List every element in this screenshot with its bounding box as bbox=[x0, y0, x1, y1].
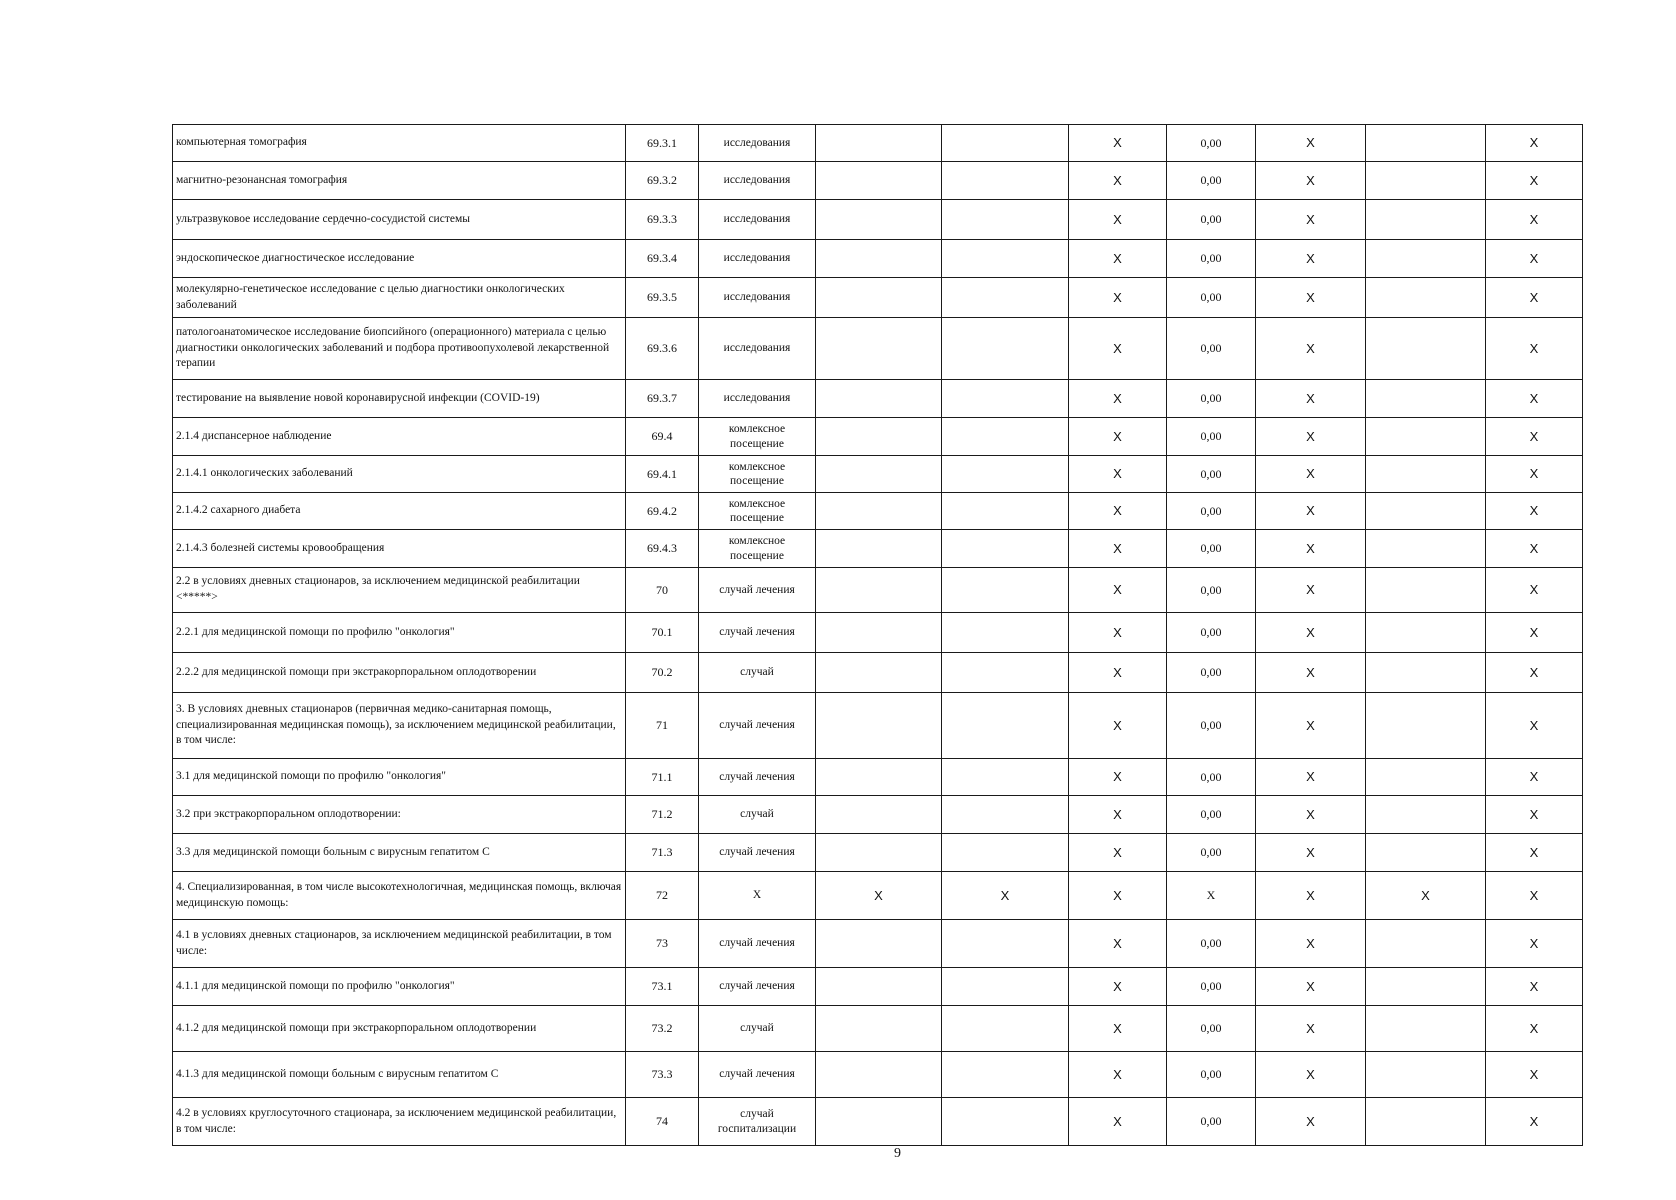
row-col6-cell: X bbox=[1069, 872, 1167, 920]
row-col5-cell bbox=[942, 613, 1069, 653]
row-col7-cell: 0,00 bbox=[1167, 418, 1256, 456]
row-col5-cell bbox=[942, 1098, 1069, 1146]
table-row bbox=[173, 759, 1583, 796]
row-col4-cell bbox=[816, 653, 942, 693]
row-col5-cell bbox=[942, 796, 1069, 834]
row-unit-cell: исследования bbox=[699, 240, 816, 278]
row-col6-cell: X bbox=[1069, 125, 1167, 162]
row-col6-cell: X bbox=[1069, 568, 1167, 613]
row-col4-cell bbox=[816, 493, 942, 530]
row-code-cell: 70.1 bbox=[626, 613, 699, 653]
row-col6-cell: X bbox=[1069, 1006, 1167, 1052]
row-code-cell: 69.3.3 bbox=[626, 200, 699, 240]
row-col9-cell bbox=[1366, 162, 1486, 200]
row-col9-cell bbox=[1366, 568, 1486, 613]
row-col10-cell: X bbox=[1486, 278, 1583, 318]
row-col7-cell: 0,00 bbox=[1167, 834, 1256, 872]
row-col8-cell: X bbox=[1256, 530, 1366, 568]
row-code-cell: 71 bbox=[626, 693, 699, 759]
table-body bbox=[173, 125, 1583, 1146]
row-name-cell: 4.1.1 для медицинской помощи по профилю "онкология" bbox=[173, 968, 626, 1006]
row-col9-cell bbox=[1366, 1098, 1486, 1146]
row-col9-cell bbox=[1366, 1006, 1486, 1052]
table-row bbox=[173, 456, 1583, 493]
row-col4-cell bbox=[816, 240, 942, 278]
row-code-cell: 69.3.7 bbox=[626, 380, 699, 418]
row-col10-cell: X bbox=[1486, 920, 1583, 968]
row-unit-cell: комлексное посещение bbox=[699, 418, 816, 456]
row-unit-cell: исследования bbox=[699, 380, 816, 418]
row-col5-cell bbox=[942, 200, 1069, 240]
table-row bbox=[173, 920, 1583, 968]
row-col7-cell: 0,00 bbox=[1167, 796, 1256, 834]
row-col6-cell: X bbox=[1069, 1052, 1167, 1098]
row-col5-cell: X bbox=[942, 872, 1069, 920]
row-col7-cell: 0,00 bbox=[1167, 568, 1256, 613]
row-col7-cell: 0,00 bbox=[1167, 318, 1256, 380]
row-col10-cell: X bbox=[1486, 653, 1583, 693]
row-code-cell: 69.3.1 bbox=[626, 125, 699, 162]
row-col4-cell bbox=[816, 796, 942, 834]
row-col6-cell: X bbox=[1069, 968, 1167, 1006]
row-col6-cell: X bbox=[1069, 759, 1167, 796]
table-row bbox=[173, 493, 1583, 530]
row-col4-cell bbox=[816, 318, 942, 380]
row-col7-cell: 0,00 bbox=[1167, 162, 1256, 200]
row-code-cell: 69.3.4 bbox=[626, 240, 699, 278]
row-col5-cell bbox=[942, 1006, 1069, 1052]
row-col9-cell bbox=[1366, 240, 1486, 278]
row-name-cell: 3.3 для медицинской помощи больным с вирусным гепатитом С bbox=[173, 834, 626, 872]
row-name-cell: 2.2.2 для медицинской помощи при экстракорпоральном оплодотворении bbox=[173, 653, 626, 693]
row-col8-cell: X bbox=[1256, 278, 1366, 318]
row-col8-cell: X bbox=[1256, 125, 1366, 162]
row-col10-cell: X bbox=[1486, 759, 1583, 796]
row-unit-cell: случай bbox=[699, 653, 816, 693]
row-col9-cell bbox=[1366, 530, 1486, 568]
row-unit-cell: случай лечения bbox=[699, 759, 816, 796]
row-unit-cell: случай bbox=[699, 796, 816, 834]
row-name-cell: 4.1.3 для медицинской помощи больным с вирусным гепатитом С bbox=[173, 1052, 626, 1098]
row-col5-cell bbox=[942, 162, 1069, 200]
row-col7-cell: 0,00 bbox=[1167, 920, 1256, 968]
row-col7-cell: X bbox=[1167, 872, 1256, 920]
row-col9-cell bbox=[1366, 380, 1486, 418]
row-col10-cell: X bbox=[1486, 968, 1583, 1006]
row-col9-cell bbox=[1366, 418, 1486, 456]
row-col5-cell bbox=[942, 759, 1069, 796]
row-code-cell: 69.3.6 bbox=[626, 318, 699, 380]
row-name-cell: 4. Специализированная, в том числе высокотехнологичная, медицинская помощь, включая медицинскую помощь: bbox=[173, 872, 626, 920]
row-col9-cell bbox=[1366, 796, 1486, 834]
row-col8-cell: X bbox=[1256, 200, 1366, 240]
row-col4-cell bbox=[816, 693, 942, 759]
row-col10-cell: X bbox=[1486, 1098, 1583, 1146]
row-col10-cell: X bbox=[1486, 872, 1583, 920]
row-unit-cell: исследования bbox=[699, 278, 816, 318]
row-name-cell: 2.2 в условиях дневных стационаров, за исключением медицинской реабилитации <*****> bbox=[173, 568, 626, 613]
row-col8-cell: X bbox=[1256, 920, 1366, 968]
table-row bbox=[173, 240, 1583, 278]
row-col7-cell: 0,00 bbox=[1167, 1098, 1256, 1146]
row-name-cell: патологоанатомическое исследование биопсийного (операционного) материала с целью диагностики онкологических заболеваний и подбора противоопухолевой лекарственной терапии bbox=[173, 318, 626, 380]
row-col10-cell: X bbox=[1486, 1006, 1583, 1052]
row-col4-cell bbox=[816, 968, 942, 1006]
row-col5-cell bbox=[942, 693, 1069, 759]
row-col10-cell: X bbox=[1486, 456, 1583, 493]
row-unit-cell: случай лечения bbox=[699, 1052, 816, 1098]
row-col6-cell: X bbox=[1069, 418, 1167, 456]
row-col7-cell: 0,00 bbox=[1167, 653, 1256, 693]
row-col8-cell: X bbox=[1256, 968, 1366, 1006]
row-code-cell: 74 bbox=[626, 1098, 699, 1146]
row-col7-cell: 0,00 bbox=[1167, 278, 1256, 318]
row-code-cell: 73.3 bbox=[626, 1052, 699, 1098]
row-col9-cell: X bbox=[1366, 872, 1486, 920]
table-row bbox=[173, 568, 1583, 613]
row-col10-cell: X bbox=[1486, 380, 1583, 418]
row-unit-cell: случай лечения bbox=[699, 693, 816, 759]
row-col7-cell: 0,00 bbox=[1167, 380, 1256, 418]
row-col5-cell bbox=[942, 1052, 1069, 1098]
row-col8-cell: X bbox=[1256, 613, 1366, 653]
row-name-cell: 4.1.2 для медицинской помощи при экстракорпоральном оплодотворении bbox=[173, 1006, 626, 1052]
row-col9-cell bbox=[1366, 613, 1486, 653]
row-code-cell: 71.3 bbox=[626, 834, 699, 872]
row-col10-cell: X bbox=[1486, 530, 1583, 568]
row-col7-cell: 0,00 bbox=[1167, 530, 1256, 568]
row-unit-cell: случай bbox=[699, 1006, 816, 1052]
row-col10-cell: X bbox=[1486, 418, 1583, 456]
row-col5-cell bbox=[942, 530, 1069, 568]
table-row bbox=[173, 278, 1583, 318]
row-col10-cell: X bbox=[1486, 1052, 1583, 1098]
row-col10-cell: X bbox=[1486, 493, 1583, 530]
row-name-cell: 3.2 при экстракорпоральном оплодотворении: bbox=[173, 796, 626, 834]
table-row bbox=[173, 653, 1583, 693]
row-name-cell: 2.1.4.3 болезней системы кровообращения bbox=[173, 530, 626, 568]
row-col6-cell: X bbox=[1069, 920, 1167, 968]
row-col7-cell: 0,00 bbox=[1167, 456, 1256, 493]
table-row bbox=[173, 200, 1583, 240]
row-col8-cell: X bbox=[1256, 1098, 1366, 1146]
row-col10-cell: X bbox=[1486, 318, 1583, 380]
row-col5-cell bbox=[942, 653, 1069, 693]
row-col8-cell: X bbox=[1256, 418, 1366, 456]
row-col10-cell: X bbox=[1486, 834, 1583, 872]
page-number: 9 bbox=[894, 1146, 901, 1161]
row-name-cell: компьютерная томография bbox=[173, 125, 626, 162]
table-row bbox=[173, 613, 1583, 653]
row-code-cell: 69.4.3 bbox=[626, 530, 699, 568]
row-col5-cell bbox=[942, 418, 1069, 456]
row-col6-cell: X bbox=[1069, 278, 1167, 318]
row-code-cell: 73 bbox=[626, 920, 699, 968]
row-col4-cell bbox=[816, 920, 942, 968]
row-col9-cell bbox=[1366, 125, 1486, 162]
row-unit-cell: случай госпитализации bbox=[699, 1098, 816, 1146]
row-col10-cell: X bbox=[1486, 200, 1583, 240]
row-name-cell: молекулярно-генетическое исследование с целью диагностики онкологических заболеваний bbox=[173, 278, 626, 318]
row-code-cell: 69.4.1 bbox=[626, 456, 699, 493]
row-col5-cell bbox=[942, 968, 1069, 1006]
row-col10-cell: X bbox=[1486, 613, 1583, 653]
row-col5-cell bbox=[942, 380, 1069, 418]
row-col4-cell bbox=[816, 418, 942, 456]
row-col8-cell: X bbox=[1256, 693, 1366, 759]
row-unit-cell: случай лечения bbox=[699, 834, 816, 872]
row-col7-cell: 0,00 bbox=[1167, 240, 1256, 278]
row-col6-cell: X bbox=[1069, 796, 1167, 834]
row-col9-cell bbox=[1366, 920, 1486, 968]
row-col9-cell bbox=[1366, 200, 1486, 240]
table-row bbox=[173, 530, 1583, 568]
row-unit-cell: комлексное посещение bbox=[699, 456, 816, 493]
cost-table bbox=[172, 124, 1583, 1146]
row-col5-cell bbox=[942, 125, 1069, 162]
row-unit-cell: исследования bbox=[699, 318, 816, 380]
row-col5-cell bbox=[942, 834, 1069, 872]
row-name-cell: 2.1.4.1 онкологических заболеваний bbox=[173, 456, 626, 493]
row-col8-cell: X bbox=[1256, 1006, 1366, 1052]
row-col9-cell bbox=[1366, 693, 1486, 759]
row-col10-cell: X bbox=[1486, 568, 1583, 613]
row-unit-cell: исследования bbox=[699, 200, 816, 240]
row-col4-cell bbox=[816, 1098, 942, 1146]
table-row bbox=[173, 968, 1583, 1006]
row-code-cell: 70 bbox=[626, 568, 699, 613]
table-row bbox=[173, 834, 1583, 872]
row-code-cell: 73.1 bbox=[626, 968, 699, 1006]
row-col10-cell: X bbox=[1486, 693, 1583, 759]
row-col9-cell bbox=[1366, 834, 1486, 872]
row-col4-cell bbox=[816, 530, 942, 568]
row-col8-cell: X bbox=[1256, 493, 1366, 530]
row-col7-cell: 0,00 bbox=[1167, 1052, 1256, 1098]
row-col9-cell bbox=[1366, 968, 1486, 1006]
row-col8-cell: X bbox=[1256, 240, 1366, 278]
table-row bbox=[173, 418, 1583, 456]
row-name-cell: 2.1.4 диспансерное наблюдение bbox=[173, 418, 626, 456]
row-col4-cell bbox=[816, 759, 942, 796]
row-unit-cell: X bbox=[699, 872, 816, 920]
row-code-cell: 69.3.2 bbox=[626, 162, 699, 200]
row-name-cell: 2.2.1 для медицинской помощи по профилю "онкология" bbox=[173, 613, 626, 653]
row-col4-cell bbox=[816, 568, 942, 613]
row-col4-cell bbox=[816, 162, 942, 200]
row-name-cell: магнитно-резонансная томография bbox=[173, 162, 626, 200]
row-code-cell: 71.2 bbox=[626, 796, 699, 834]
row-unit-cell: случай лечения bbox=[699, 613, 816, 653]
row-col8-cell: X bbox=[1256, 834, 1366, 872]
row-col9-cell bbox=[1366, 1052, 1486, 1098]
row-name-cell: 3. В условиях дневных стационаров (первичная медико-санитарная помощь, специализированная медицинская помощь), за исключением медицинской реабилитации, в том числе: bbox=[173, 693, 626, 759]
row-col8-cell: X bbox=[1256, 759, 1366, 796]
row-col4-cell bbox=[816, 278, 942, 318]
row-col8-cell: X bbox=[1256, 456, 1366, 493]
row-col4-cell bbox=[816, 834, 942, 872]
row-code-cell: 70.2 bbox=[626, 653, 699, 693]
row-name-cell: 4.2 в условиях круглосуточного стационара, за исключением медицинской реабилитации, в том числе: bbox=[173, 1098, 626, 1146]
table-row bbox=[173, 318, 1583, 380]
row-code-cell: 71.1 bbox=[626, 759, 699, 796]
row-col10-cell: X bbox=[1486, 125, 1583, 162]
row-col4-cell bbox=[816, 380, 942, 418]
table-row bbox=[173, 1052, 1583, 1098]
row-name-cell: тестирование на выявление новой коронавирусной инфекции (COVID-19) bbox=[173, 380, 626, 418]
row-col7-cell: 0,00 bbox=[1167, 968, 1256, 1006]
row-col6-cell: X bbox=[1069, 530, 1167, 568]
row-col4-cell bbox=[816, 1006, 942, 1052]
row-col8-cell: X bbox=[1256, 1052, 1366, 1098]
row-col8-cell: X bbox=[1256, 653, 1366, 693]
table-row bbox=[173, 162, 1583, 200]
row-col6-cell: X bbox=[1069, 653, 1167, 693]
row-col5-cell bbox=[942, 920, 1069, 968]
row-unit-cell: случай лечения bbox=[699, 568, 816, 613]
row-col7-cell: 0,00 bbox=[1167, 613, 1256, 653]
table-row bbox=[173, 872, 1583, 920]
row-col10-cell: X bbox=[1486, 240, 1583, 278]
row-col7-cell: 0,00 bbox=[1167, 1006, 1256, 1052]
row-col4-cell bbox=[816, 613, 942, 653]
row-col5-cell bbox=[942, 278, 1069, 318]
table-row bbox=[173, 1098, 1583, 1146]
row-col9-cell bbox=[1366, 318, 1486, 380]
row-col10-cell: X bbox=[1486, 796, 1583, 834]
row-col5-cell bbox=[942, 240, 1069, 278]
table-row bbox=[173, 796, 1583, 834]
row-col5-cell bbox=[942, 568, 1069, 613]
row-col8-cell: X bbox=[1256, 162, 1366, 200]
row-col6-cell: X bbox=[1069, 318, 1167, 380]
table-row bbox=[173, 693, 1583, 759]
table-row bbox=[173, 1006, 1583, 1052]
row-col8-cell: X bbox=[1256, 568, 1366, 613]
row-col5-cell bbox=[942, 456, 1069, 493]
row-col9-cell bbox=[1366, 653, 1486, 693]
row-col6-cell: X bbox=[1069, 613, 1167, 653]
row-col6-cell: X bbox=[1069, 162, 1167, 200]
row-code-cell: 69.3.5 bbox=[626, 278, 699, 318]
row-col4-cell bbox=[816, 456, 942, 493]
row-unit-cell: исследования bbox=[699, 162, 816, 200]
row-col6-cell: X bbox=[1069, 240, 1167, 278]
row-col9-cell bbox=[1366, 493, 1486, 530]
row-unit-cell: комлексное посещение bbox=[699, 493, 816, 530]
row-col6-cell: X bbox=[1069, 456, 1167, 493]
row-col9-cell bbox=[1366, 759, 1486, 796]
row-col6-cell: X bbox=[1069, 493, 1167, 530]
row-col8-cell: X bbox=[1256, 380, 1366, 418]
row-col8-cell: X bbox=[1256, 796, 1366, 834]
row-col7-cell: 0,00 bbox=[1167, 125, 1256, 162]
row-code-cell: 73.2 bbox=[626, 1006, 699, 1052]
row-col6-cell: X bbox=[1069, 834, 1167, 872]
row-col6-cell: X bbox=[1069, 693, 1167, 759]
row-col7-cell: 0,00 bbox=[1167, 693, 1256, 759]
row-name-cell: ультразвуковое исследование сердечно-сосудистой системы bbox=[173, 200, 626, 240]
row-col6-cell: X bbox=[1069, 200, 1167, 240]
row-col5-cell bbox=[942, 493, 1069, 530]
row-col9-cell bbox=[1366, 278, 1486, 318]
row-unit-cell: комлексное посещение bbox=[699, 530, 816, 568]
row-col7-cell: 0,00 bbox=[1167, 200, 1256, 240]
row-col4-cell: X bbox=[816, 872, 942, 920]
row-col10-cell: X bbox=[1486, 162, 1583, 200]
row-col6-cell: X bbox=[1069, 1098, 1167, 1146]
row-name-cell: 3.1 для медицинской помощи по профилю "онкология" bbox=[173, 759, 626, 796]
row-unit-cell: исследования bbox=[699, 125, 816, 162]
row-col7-cell: 0,00 bbox=[1167, 493, 1256, 530]
row-col8-cell: X bbox=[1256, 318, 1366, 380]
row-col9-cell bbox=[1366, 456, 1486, 493]
row-name-cell: эндоскопическое диагностическое исследование bbox=[173, 240, 626, 278]
row-col8-cell: X bbox=[1256, 872, 1366, 920]
row-col7-cell: 0,00 bbox=[1167, 759, 1256, 796]
table-row bbox=[173, 380, 1583, 418]
row-code-cell: 69.4.2 bbox=[626, 493, 699, 530]
row-code-cell: 69.4 bbox=[626, 418, 699, 456]
row-unit-cell: случай лечения bbox=[699, 968, 816, 1006]
row-col4-cell bbox=[816, 1052, 942, 1098]
row-unit-cell: случай лечения bbox=[699, 920, 816, 968]
row-code-cell: 72 bbox=[626, 872, 699, 920]
row-name-cell: 4.1 в условиях дневных стационаров, за исключением медицинской реабилитации, в том числе: bbox=[173, 920, 626, 968]
row-col5-cell bbox=[942, 318, 1069, 380]
row-col4-cell bbox=[816, 200, 942, 240]
row-col4-cell bbox=[816, 125, 942, 162]
table-row bbox=[173, 125, 1583, 162]
row-name-cell: 2.1.4.2 сахарного диабета bbox=[173, 493, 626, 530]
row-col6-cell: X bbox=[1069, 380, 1167, 418]
